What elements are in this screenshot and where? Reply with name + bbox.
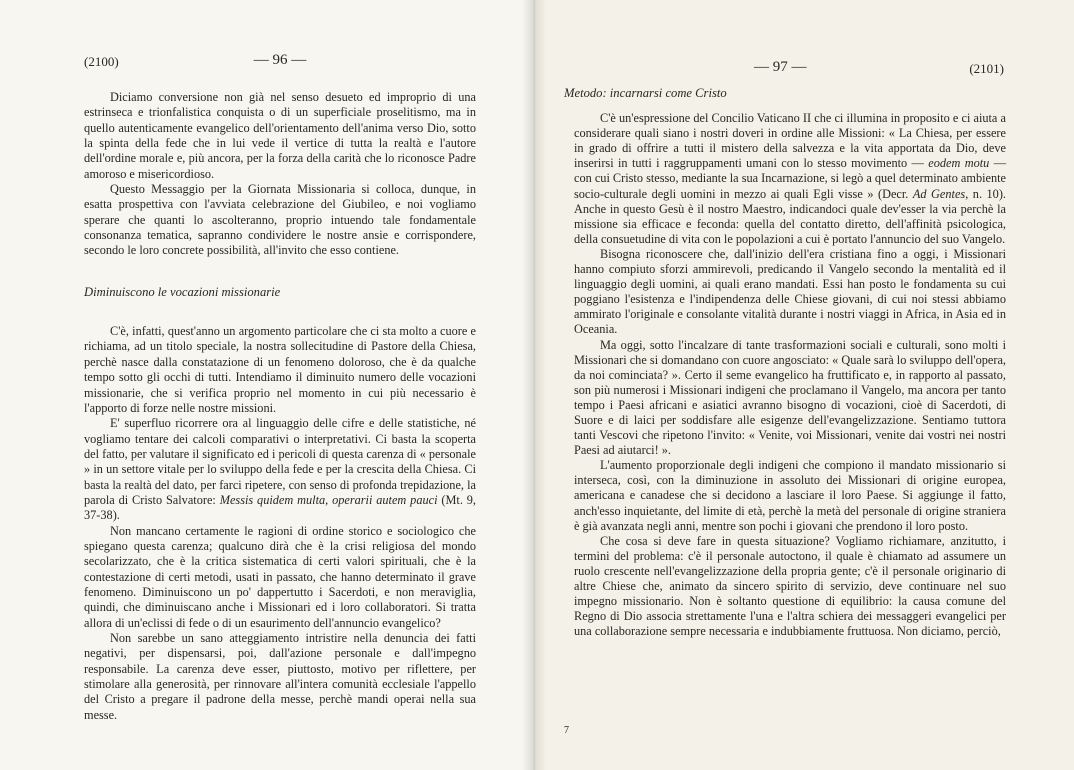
paragraph: Non mancano certamente le ragioni di ordine storico e sociologico che spiegano questa carenza; qualcuno dirà che è la crisi religiosa del mondo secolarizzato, che è la critica sistematica di certi valori spirituali, che è la contestazione di certi metodi, usati in passato, che hanno determinato il grave fenomeno. Diminuiscono un po' dappertutto i Sacerdoti, e non meraviglia, quindi, che diminuiscano anche i Missionari ed i loro collaboratori. Si tratta allora di un'eclissi di fede o di un esaurimento dell'annuncio evangelico?	[84, 523, 476, 630]
text-run: , n. 10). Anche in questo Gesù è il nostro Maestro, indicandoci quale dev'esser la via perchè la missione sia efficace e feconda: quella del contatto diretto, dell'affinità psicologica, della consuetudine di vita con le popolazioni a cui è portato l'annuncio del suo Vangelo.	[574, 186, 1006, 246]
right-page	[534, 0, 1074, 770]
left-page-number-bracketed: (2100)	[84, 54, 119, 69]
left-page-body	[84, 90, 476, 723]
text-run: — con cui Cristo stesso, mediante la sua Incarnazione, si legò a quel determinato ambiente socio-culturale degli uomini in mezzo ai quali Egli visse » (Decr.	[574, 156, 1007, 201]
left-page-header	[84, 54, 476, 74]
text-run: C'è un'espressione del Concilio Vaticano II che ci illumina in proposito e ci aiuta a considerare quali siano i nostri doveri in ordine alle Missioni: « La Chiesa, per essere in grado di offrire a tutti il mistero della salvezza e la vita apportata da Dio, deve inserirsi in tutti i raggruppamenti umani con lo stesso movimento —	[574, 111, 1006, 171]
latin-quote: Messis quidem multa, operarii autem pauci	[219, 492, 438, 507]
paragraph: Diciamo conversione non già nel senso desueto ed improprio di una estrinseca e trionfalistica conquista o di un superficiale proselitismo, ma in quello autenticamente evangelico dell'orientamento dell'anima verso Dio, sotto la spinta della fede che in lui vede il vertice di tutta la realtà e l'autore dell'ordine morale e, più ancora, per la forza della carità che lo riconosce Padre amoroso e misericordioso.	[84, 90, 476, 181]
paragraph: Bisogna riconoscere che, dall'inizio dell'era cristiana fino a oggi, i Missionari hanno compiuto sforzi ammirevoli, predicando il Vangelo secondo la mentalità ed il linguaggio degli uomini, ai quali erano mandati. Essi han posto le fondamenta su cui poggiano l'esistenza e l'indipendenza delle Chiese giovani, di cui noi stessi abbiamo ammirato l'originale e consolante vitalità durante i nostri viaggi in Africa, in Asia ed in Oceania.	[574, 246, 1006, 337]
paragraph: L'aumento proporzionale degli indigeni che compiono il mandato missionario si interseca, così, con la diminuzione in assoluto dei Missionari di origine europea, americana e canadese che si decidono a lasciare il loro Paese. Si aggiunge il fatto, anch'esso inquietante, del limite di età, perchè la metà del personale di origine straniera è già avanzata negli anni, mentre son pochi i giovani che prendono il loro posto.	[574, 458, 1006, 533]
paragraph	[574, 111, 1006, 247]
left-page-folio: — 96 —	[253, 52, 307, 68]
decree-title: Ad Gentes	[912, 186, 966, 201]
paragraph: Ma oggi, sotto l'incalzare di tante trasformazioni sociali e culturali, sono molti i Missionari che si domandano con cuore angosciato: « Quale sarà lo sviluppo dell'opera, da noi cominciata? ». Certo il seme evangelico ha fruttificato e, in rapporto al passato, son più numerosi i Missionari indigeni che proclamano il Vangelo, ma ancora per tanto tempo i Paesi africani e asiatici avranno bisogno di vocazioni, cioè di Sacerdoti, di Suore e di laici per soddisfare alle esigenze dell'evangelizzazione. Sentiamo tuttora tanti Vescovi che ripetono l'invito: « Venite, voi Missionari, venite dai vostri nei nostri Paesi ad aiutarci! ».	[574, 337, 1006, 458]
paragraph	[84, 416, 476, 523]
section-heading: Metodo: incarnarsi come Cristo	[564, 86, 727, 100]
paragraph: Non sarebbe un sano atteggiamento intristire nella denuncia dei fatti negativi, per dispensarsi, poi, dall'azione personale e dall'impegno responsabile. La carenza deve esser, piuttosto, motivo per riflettere, per stimolare alla generosità, per rinnovare all'intera comunità ecclesiale l'appello del Cristo a pregare il padrone della messe, perchè mandi operai nella sua messe.	[84, 631, 476, 722]
signature-mark: 7	[564, 725, 569, 736]
section-heading: Diminuiscono le vocazioni missionarie	[84, 284, 281, 299]
right-page-number-bracketed: (2101)	[969, 61, 1004, 76]
right-page-header	[564, 61, 1004, 81]
paragraph: C'è, infatti, quest'anno un argomento particolare che ci sta molto a cuore e richiama, ad un titolo speciale, la nostra sollecitudine di Pastore della Chiesa, perchè nasce dalla constatazione di un fenomeno doloroso, che è da qualche tempo sotto gli occhi di tutti. Intendiamo il diminuito numero delle vocazioni missionarie, che si verifica proprio nel momento in cui più necessario è l'apporto di forze nelle nostre missioni.	[84, 324, 476, 415]
paragraph: Che cosa si deve fare in questa situazione? Vogliamo richiamare, anzitutto, i termini del problema: c'è il personale autoctono, il quale è chiamato ad assumere un ruolo crescente nell'evangelizzazione della propria gente; c'è il personale originario di altre Chiese che, animato da sincero spirito di servizio, deve continuare nel suo impegno missionario. Non è soltanto questione di equilibrio: la causa comune del Regno di Dio associa strettamente l'una e l'altra schiera dei messaggeri evangelici per una collaborazione sempre necessaria e indubbiamente fruttuosa. Non diciamo, perciò,	[574, 533, 1006, 639]
right-page-body	[564, 86, 1007, 639]
paragraph: Questo Messaggio per la Giornata Missionaria si colloca, dunque, in esatta prospettiva con l'avviata celebrazione del Giubileo, e noi vogliamo sperare che quanti lo ascolteranno, proprio intuendo tale fondamentale consonanza tematica, sapranno condividere le nostre ansie e corrispondere, secondo le loro concrete possibilità, all'invito che esso contiene.	[84, 182, 476, 258]
right-page-folio: — 97 —	[754, 59, 807, 75]
text-run: (Mt. 9, 37-38).	[84, 492, 476, 523]
latin-phrase: eodem motu	[928, 156, 990, 171]
left-page	[0, 0, 534, 770]
text-run: E' superfluo ricorrere ora al linguaggio delle cifre e delle statistiche, né vogliamo tentare dei calcoli comparativi o interpretativi. Ci basta la scoperta del fatto, per valutare il significato ed i pericoli di questa carenza di « personale » in un settore vitale per lo sviluppo della fede e per la crescita della Chiesa. Ci basta la realtà del dato, per farci ripetere, con senso di profonda trepidazione, la parola di Cristo Salvatore:	[84, 416, 476, 507]
